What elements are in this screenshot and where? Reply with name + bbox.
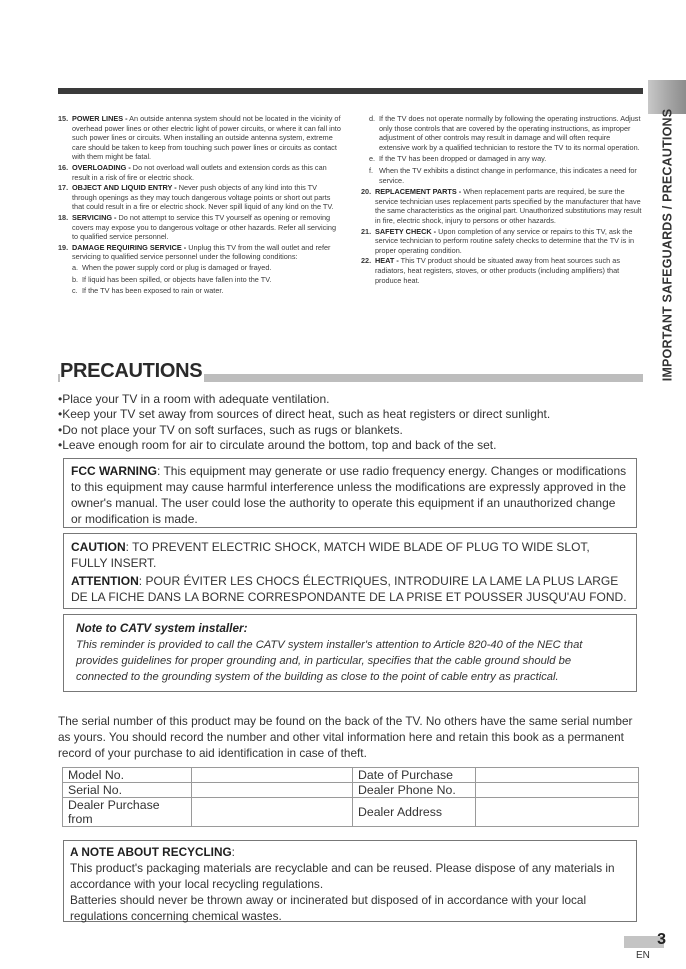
- safeguard-item-20: [361, 187, 643, 225]
- catv-note-box: [63, 614, 637, 692]
- field-label: Dealer Purchase from: [63, 798, 192, 827]
- fcc-warning-label: FCC WARNING: [71, 464, 157, 478]
- condition-b: b. If liquid has been spilled, or objects have fallen into the TV.: [72, 274, 272, 284]
- item-title: SAFETY CHECK -: [375, 226, 437, 236]
- precaution-bullet: • Place your TV in a room with adequate ventilation.: [58, 392, 643, 407]
- safeguards-left-column: [58, 114, 341, 298]
- page-number: 3: [657, 931, 666, 948]
- precautions-title: PRECAUTIONS: [60, 360, 203, 382]
- item-number: 21.: [361, 226, 372, 236]
- field-label: Dealer Address: [353, 798, 476, 827]
- catv-note-text: This reminder is provided to call the CATV system installer's attention to Article 820-40 of the NEC that provides guidelines for proper grounding and, in particular, specifies that the cable ground should be connected to the grounding system of the building as close to the point of cable entry as practical.: [76, 639, 583, 683]
- safeguard-item-18: [58, 213, 341, 242]
- item-text: This TV product should be situated away from heat sources such as radiators, heat registers, stoves, or other products (including amplifiers) that produce heat.: [375, 256, 620, 285]
- table-row: [63, 798, 639, 827]
- dealer-phone-field[interactable]: [476, 783, 639, 798]
- model-no-field[interactable]: [192, 768, 353, 783]
- batteries-paragraph: Batteries should never be thrown away or incinerated but disposed of in accordance with your local regulations concerning chemical wastes.: [70, 893, 587, 923]
- item-title: DAMAGE REQUIRING SERVICE -: [72, 242, 187, 252]
- precaution-bullet: • Keep your TV set away from sources of direct heat, such as heat registers or direct sunlight.: [58, 407, 643, 422]
- attention-text: : POUR ÉVITER LES CHOCS ÉLECTRIQUES, INTRODUIRE LA LAME LA PLUS LARGE DE LA FICHE DANS LA BORNE CORRESPONDANTE DE LA PRISE ET POUSSER JUSQU'AU FOND.: [71, 574, 627, 604]
- language-code: EN: [636, 950, 650, 961]
- date-of-purchase-field[interactable]: [476, 768, 639, 783]
- safeguards-right-column: [361, 114, 643, 298]
- recycling-heading: A NOTE ABOUT RECYCLING: [70, 845, 232, 859]
- precautions-heading: [58, 360, 643, 384]
- field-label: Date of Purchase: [353, 768, 476, 783]
- condition-c: c. If the TV has been exposed to rain or water.: [72, 286, 224, 296]
- recycling-note-box: A NOTE ABOUT RECYCLING: This product's packaging materials are recyclable and can be reused. Please dispose of any materials in accordance with your local recycling regulations. Batteries should never be thrown away or incinerated but disposed of in accordance with your local regulations concerning chemical wastes.: [63, 840, 637, 922]
- side-tab-label: IMPORTANT SAFEGUARDS / PRECAUTIONS: [660, 108, 674, 382]
- table-row: [63, 768, 639, 783]
- item-text: Never push objects of any kind into this TV through openings as they may touch dangerous voltage points or short out parts that could result in a fire or electric shock. Never spill liquid of any kind on the TV.: [72, 183, 334, 212]
- top-rule: [58, 88, 643, 94]
- item-text: Upon completion of any service or repairs to this TV, ask the service technician to perform routine safety checks to determine that the TV is in proper operating condition.: [375, 226, 635, 255]
- item-title: OBJECT AND LIQUID ENTRY -: [72, 183, 177, 193]
- condition-d: d. If the TV does not operate normally by following the operating instructions. Adjust only those controls that are covered by the operating instructions, as improper adjustment of other controls may result in damage and will often require extensive work by a qualified technician to restore the TV to its normal operation.: [369, 114, 641, 152]
- purchase-record-table: [62, 767, 639, 827]
- safeguard-item-19: [58, 243, 341, 262]
- item-number: 18.: [58, 212, 69, 222]
- table-row: [63, 783, 639, 798]
- item-title: SERVICING -: [72, 212, 117, 222]
- safeguards-columns: [58, 114, 643, 298]
- item-title: REPLACEMENT PARTS -: [375, 187, 462, 197]
- condition-f: f. When the TV exhibits a distinct change in performance, this indicates a need for service.: [369, 165, 637, 185]
- dealer-purchase-from-field[interactable]: [192, 798, 353, 827]
- safeguard-item-17: [58, 183, 341, 212]
- item-text: An outside antenna system should not be located in the vicinity of overhead power lines or other electric light of power circuits, or where it can fall into such power lines or circuits. When installing an outside antenna system, extreme care should be taken to keep from touching such power lines or circuits as contact with them might be fatal.: [72, 114, 341, 162]
- caution-label: CAUTION: [71, 540, 126, 554]
- safeguard-item-16: [58, 163, 341, 182]
- serial-no-field[interactable]: [192, 783, 353, 798]
- item-title: OVERLOADING -: [72, 162, 131, 172]
- caution-box: [63, 533, 637, 609]
- item-title: HEAT -: [375, 256, 399, 266]
- item-number: 16.: [58, 162, 69, 172]
- precaution-bullet: • Leave enough room for air to circulate around the bottom, top and back of the set.: [58, 438, 643, 453]
- item-number: 20.: [361, 187, 372, 197]
- item-text: When replacement parts are required, be sure the service technician uses replacement parts specified by the manufacturer that have the same characteristics as the original part. Unauthorized substitutions may result in fire, electric shock, injury to persons or other hazards.: [375, 187, 642, 225]
- safeguard-item-21: [361, 227, 643, 256]
- dealer-address-field[interactable]: [476, 798, 639, 827]
- fcc-warning-box: [63, 458, 637, 528]
- item-text: Do not attempt to service this TV yourself as opening or removing covers may expose you to dangerous voltage or other hazards. Refer all servicing to qualified service personnel.: [72, 212, 337, 242]
- caution-text: : TO PREVENT ELECTRIC SHOCK, MATCH WIDE BLADE OF PLUG TO WIDE SLOT, FULLY INSERT.: [71, 540, 590, 570]
- side-section-tab: [648, 108, 686, 382]
- attention-label: ATTENTION: [71, 574, 139, 588]
- precaution-bullet: • Do not place your TV on soft surfaces, such as rugs or blankets.: [58, 423, 643, 438]
- field-label: Serial No.: [63, 783, 192, 798]
- recycling-paragraph: This product's packaging materials are recyclable and can be reused. Please dispose of any materials in accordance with your local recycling regulations.: [70, 861, 615, 891]
- serial-number-paragraph: The serial number of this product may be found on the back of the TV. No others have the same serial number as yours. You should record the number and other vital information here and retain this book as a permanent record of your purchase to aid identification in case of theft.: [58, 714, 633, 760]
- fcc-warning-text: : This equipment may generate or use radio frequency energy. Changes or modifications to this equipment may cause harmful interference unless the modifications are expressly approved in the owner's manual. The user could lose the authority to operate this equipment if an unauthorized change or modification is made.: [71, 464, 627, 526]
- item-number: 17.: [58, 183, 69, 193]
- field-label: Model No.: [63, 768, 192, 783]
- safeguard-item-15: [58, 114, 341, 162]
- condition-a: a. When the power supply cord or plug is damaged or frayed.: [72, 262, 272, 272]
- catv-note-heading: Note to CATV system installer:: [76, 621, 248, 635]
- condition-e: e. If the TV has been dropped or damaged in any way.: [369, 154, 547, 164]
- item-text: Unplug this TV from the wall outlet and refer servicing to qualified service personnel under the following conditions:: [72, 242, 331, 262]
- item-number: 15.: [58, 114, 69, 123]
- item-number: 22.: [361, 256, 372, 266]
- page-number-tab: [624, 931, 666, 948]
- field-label: Dealer Phone No.: [353, 783, 476, 798]
- safeguard-item-22: [361, 256, 643, 285]
- item-number: 19.: [58, 242, 69, 252]
- item-title: POWER LINES -: [72, 114, 128, 123]
- precautions-list: [58, 392, 643, 453]
- item-text: Do not overload wall outlets and extension cords as this can result in a risk of fire or electric shock.: [72, 162, 327, 182]
